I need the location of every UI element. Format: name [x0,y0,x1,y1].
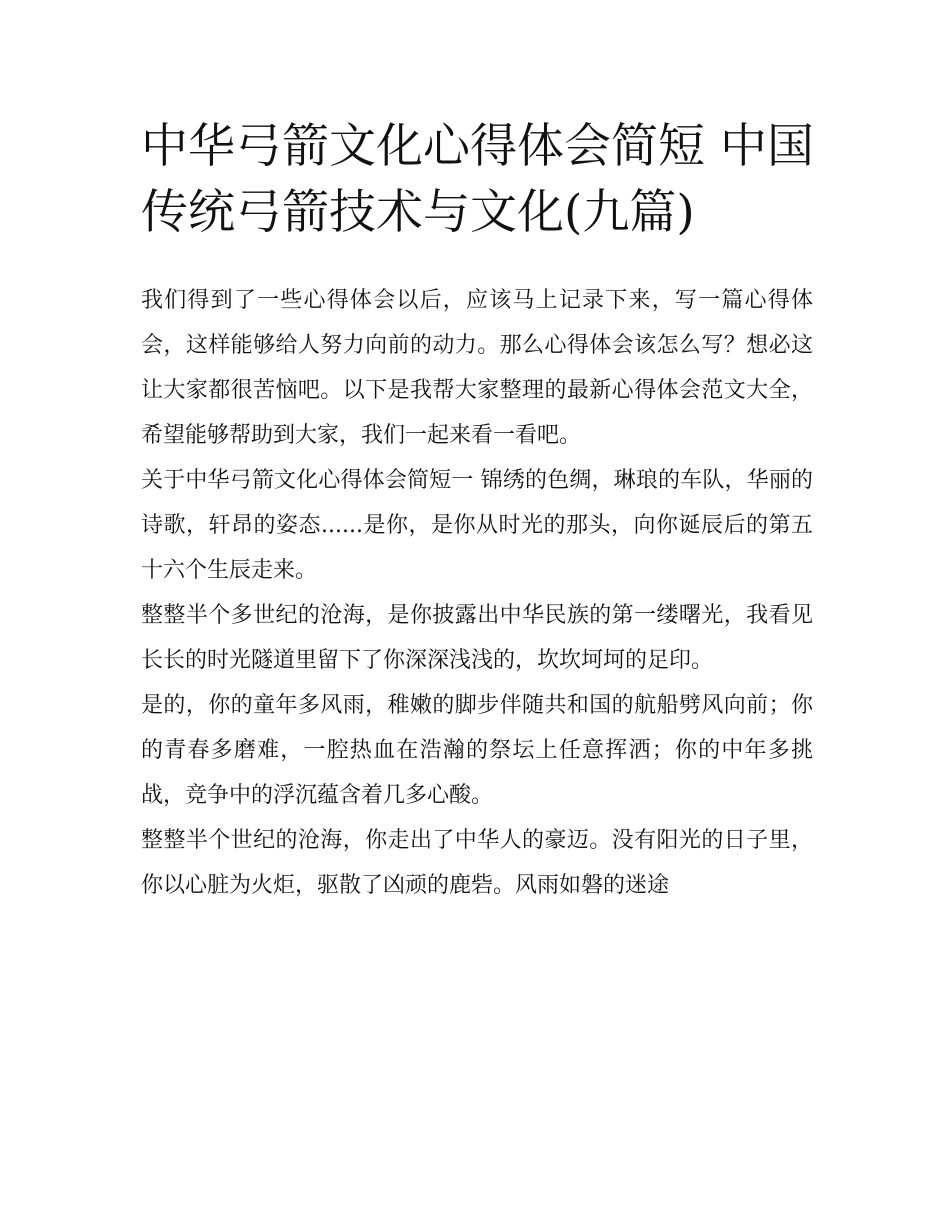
paragraph-2: 整整半个多世纪的沧海，是你披露出中华民族的第一缕曙光，我看见长长的时光隧道里留下了你深深浅浅的，坎坎坷坷的足印。 [141,603,813,673]
paragraph-1: 关于中华弓箭文化心得体会简短一 锦绣的色绸，琳琅的车队，华丽的诗歌，轩昂的姿态......是你，是你从时光的那头，向你诞辰后的第五十六个生辰走来。 [141,468,813,583]
document-title: 中华弓箭文化心得体会简短 中国传统弓箭技术与文化(九篇) [141,119,814,240]
paragraph-4: 整整半个世纪的沧海，你走出了中华人的豪迈。没有阳光的日子里，你以心脏为火炬，驱散了凶顽的鹿砦。风雨如磐的迷途 [141,828,813,898]
paragraph-intro: 我们得到了一些心得体会以后，应该马上记录下来，写一篇心得体会，这样能够给人努力向前的动力。那么心得体会该怎么写？想必这让大家都很苦恼吧。以下是我帮大家整理的最新心得体会范文大全，希望能够帮助到大家，我们一起来看一看吧。 [141,288,813,448]
document-body [141,278,813,908]
paragraph-3: 是的，你的童年多风雨，稚嫩的脚步伴随共和国的航船劈风向前；你的青春多磨难，一腔热血在浩瀚的祭坛上任意挥洒；你的中年多挑战，竞争中的浮沉蕴含着几多心酸。 [141,693,813,808]
